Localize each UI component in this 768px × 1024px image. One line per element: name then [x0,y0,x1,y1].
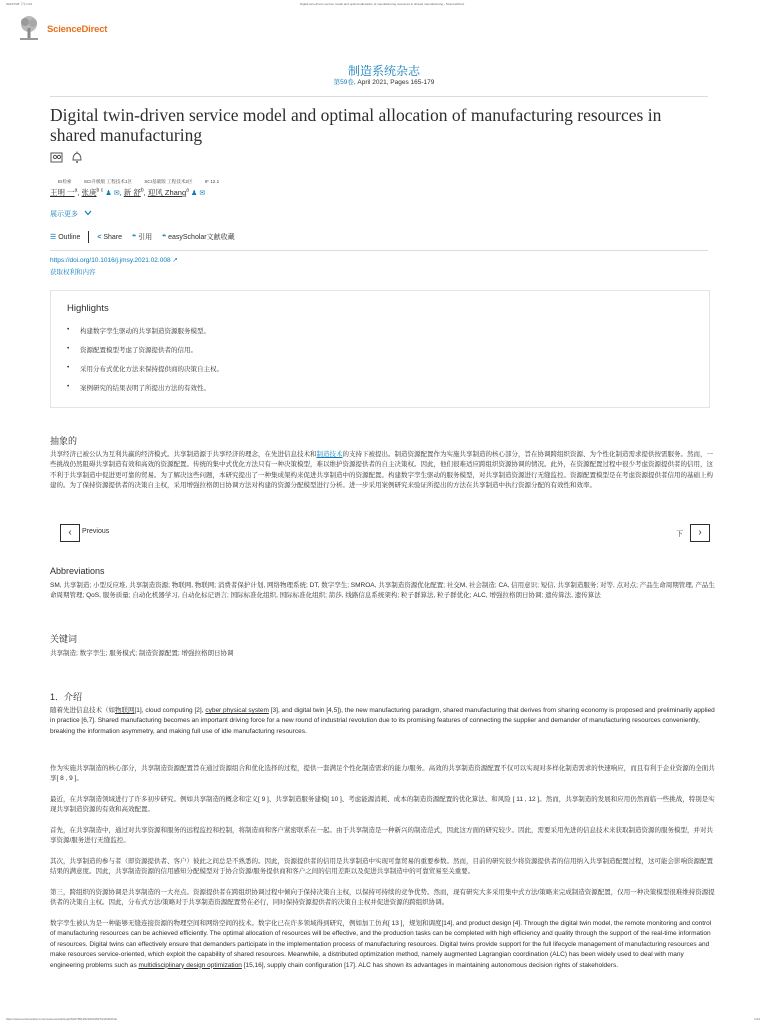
badge-ei: EI检索 [58,179,72,184]
badge-impact-factor: IF 12.1 [204,179,220,184]
journal-volume-link[interactable]: 第59卷 [333,79,354,86]
keywords-text: 共享制造; 数字孪生; 服务模式; 制造资源配置; 增强拉格朗日协调 [50,650,234,657]
intro-paragraph: 其次，共享制造的参与者（即资源提供者、客户）彼此之间总是不熟悉的。因此，资源提供者的信用是共享制造中实现可靠贸易的重要参数。然而，目前的研究很少将资源提供者的信用纳入共享制造配置过程，这可能会影响资源配置结果的满意度。因此，共享制造资源的信用感知分配模型对于协合资源/服务提供商和客户之间的信用差距以及促进共享制造中的可靠贸易至关重要。 [50,858,713,876]
email-icon[interactable]: ✉ [113,190,120,197]
print-url: https://www.sciencedirect.com/science/article/pii/S0278612521000182?via%3Dihub [6,1017,118,1021]
intro-paragraph: 作为实施共享制造的核心部分，共享制造资源配置旨在通过资源组合和优化选择的过程，提供一套满足个性化制造需求的能力/服务。高效的共享制造资源配置不仅可以实现对多样化制造需求的快速响应，而且有利于企业资源的全面共享[ 8 , 9 ]。 [50,765,715,783]
print-footer [0,1014,768,1024]
share-button[interactable]: < Share [97,233,123,241]
bell-alert-icon[interactable] [70,150,84,164]
show-more-link[interactable]: 展示更多 [50,209,92,219]
share-icon: < [97,233,102,241]
topic-link[interactable]: multidisciplinary design optimization [138,961,242,969]
email-icon[interactable]: ✉ [199,190,206,197]
previous-button[interactable]: ‹ [60,524,80,542]
outline-button[interactable]: ☰ Outline [50,234,81,241]
print-page-title: Digital twin-driven service model and optimal allocation of manufacturing resources in shared manufacturing - ScienceDirect [300,2,465,6]
next-label[interactable]: 下 [676,531,683,538]
author-list: 王明 一$^a$, 张庚$^{b c}$ ♟ ✉, 新 舒$^b$, 迎风 Zhang$^a$ ♟ ✉ [50,187,206,197]
person-icon[interactable]: ♟ [105,190,112,197]
intro-paragraph: 第三，跨组织的资源协调是共享制造的一大亮点。资源提供者在跨组织协调过程中倾向于保持决策自主权，以保持可持续的竞争优势。然而，现有研究大多采用集中式方法/策略来完成制造资源配置，仅用一种决策模型很难维持资源提供者的决策自主权。因此，分布式方法/策略对于共享制造资源配置势在必行，同时保持资源提供者的决策自主权并促进资源的跨组织协调。 [50,889,715,907]
chevron-down-icon [84,210,92,216]
highlights-heading: Highlights [67,303,109,314]
intro-paragraph: 首先，在共享制造中，通过对共享资源和服务的远程监控和控制，将制造商和客户紧密联系在一起。由于共享制造是一种新兴的制造范式，因此这方面的研究较少。因此，需要采用先进的信息技术来获取制造资源的服务模型，并对共享资源/服务进行无缝监控。 [50,827,713,845]
print-time: 2023/7/28 下午1:04 [6,2,33,6]
divider [50,96,708,97]
article-icons [50,150,86,166]
badge-sci-basic: SCI基础版 工程技术2区 [144,179,193,184]
divider [50,250,708,251]
highlights-box: Highlights 构建数字孪生驱动的共享制造资源服务模型。 资源配置模型考虑了资源提供者的信用。 采用分布式优化方法来保持提供商的决策自主权。 案例研究的结果表明了所提出方法的有效性。 [50,290,710,408]
article-toolbar [50,231,243,243]
print-header [0,0,768,9]
next-button[interactable]: › [690,524,710,542]
elsevier-tree-icon [16,14,42,42]
easyscholar-button[interactable]: ❝ easyScholar文献收藏 [162,234,235,241]
toolbar-divider [88,231,89,243]
logo-text: ScienceDirect [47,24,108,35]
article-title: Digital twin-driven service model and optimal allocation of manufacturing resources in shared manufacturing [50,105,662,145]
list-icon: ☰ [50,234,57,241]
journal-badges [58,179,230,185]
topic-link[interactable]: 制造技术 [316,451,343,458]
person-icon[interactable]: ♟ [191,190,198,197]
sciencedirect-logo[interactable] [16,14,108,42]
author-link[interactable]: 新 舒 [123,188,141,197]
badge-sci-upgrade: SCI升级版 工程技术1区 [83,179,133,184]
previous-label[interactable]: Previous [82,528,110,535]
abbreviations-text: SM, 共享制造; 小型反应堆, 共享制造资源; 物联网, 物联网; 消费者保护计划, 网络物理系统; DT, 数字孪生; SMROA, 共享制造资源优化配置; 社交M, 社会制造; CA, 信用意识; 短信, 共享制造服务; 对等, 点对点; 产品生命周期管理, 产品生命周期管理; QoS, 服务质量; 自动化机器学习, 自动化标记语言; 国际标准化组织, 国际标准化组织; 箭莎, 线路信息系统架构; 粒子群算法, 粒子群优化; ALC, 增强拉格朗日协调; 遗传算法, 遗传算法 [50,582,715,600]
rights-link[interactable]: 获取权利和内容 [50,269,96,276]
author-link[interactable]: 张庚 [81,188,97,197]
keywords-heading: 关键词 [50,634,78,644]
journal-title[interactable]: 制造系统杂志 [347,64,420,78]
abbreviations-heading: Abbreviations [50,566,105,576]
abstract-heading: 抽象的 [50,436,78,446]
cite-button[interactable]: ❝ 引用 [132,234,153,241]
topic-link[interactable]: cyber physical system [205,707,269,714]
external-link-icon: ↗ [172,257,178,264]
doi-link[interactable]: https://doi.org/10.1016/j.jmsy.2021.02.008 ↗ [50,257,178,264]
author-link[interactable]: 王明 一 [50,188,75,197]
intro-paragraph: 随着先进信息技术（如物联网[1], cloud computing [2], cyber physical system [3], and digital twin [4,5]), the new manufacturing paradigm, shared manufacturing that derives from sharing economy is proposed and preliminarily applied in practice [6,7]. Shared manufacturing becomes an important driving force for a new round of industrial revolution due to its promising features of connecting the supplier and demander of manufacturing resources conveniently, breaking the information asymmetry, and making full use of idle manufacturing resources. [50,707,715,735]
abstract-text: 共享经济已被公认为互利共赢的经济模式。共享制造源于共享经济的理念，在先进信息技术和制造技术的支持下被提出。制造资源配置作为实施共享制造的核心部分，旨在协调跨组织资源、为个性化制造需求提供按需服务。然而，一些挑战仍然阻碍共享制造有效和高效的资源配置。传统的集中式优化方法只有一种决策模型，难以维护资源提供者的自主决策权。因此，他们很难适应跨组织资源协调的情况。此外，在资源配置过程中很少考虑资源提供者的信用，这不利于共享制造中促进更可靠的贸易。为了解决这些问题，本研究提出了一种集成架构来促进共享制造中的资源配置。构建数字孪生驱动的服务模型，对共享制造资源进行无缝监控。资源配置模型是在考虑资源提供者信用的基础上构建的。为了保持资源提供者的决策自主权，采用增强拉格朗日协调方法对构建的资源分配模型进行分析。进一步采用案例研究来验证所提出的方法在共享制造中执行资源分配的有效性和效率。 [50,451,713,490]
quote-icon: ❝ [162,234,167,241]
journal-issue [0,77,768,86]
print-page-number: 1/14 [754,1017,760,1021]
intro-paragraph: 数字孪生被认为是一种能够无缝连接资源的物理空间和网络空间的技术。数字化已在许多领域得到研究，例如加工仿真[ 13 ]，规划和调度[14], and product design [4]. Through the digital twin model, the remote monitoring and control of manufacturing resources can be achieved efficiently. The optimal allocation of resources will be effective, and the production tasks can be completed with high efficiency and quality through the support of the real-time information of resources. Digital twins can effectively ensure that demanders participate in the implementation process of manufacturing resources. Digital twins provide support for the full lifecycle management of manufacturing resources and make resources service-oriented, which exploit the capability of shared resources. Meanwhile, a distributed optimization method, namely augmented Lagrangian coordination (ALC) has been widely used to deal with many engineering problems such as multidisciplinary design optimization [15,16], supply chain configuration [17]. ALC has shown its advantages in maintaining autonomous decision rights of stakeholders. [50,920,712,969]
topic-link[interactable]: 物联网 [115,707,135,714]
intro-paragraph: 最近，在共享制造领域进行了许多初步研究。例如共享制造的概念和定义[ 9 ]、共享制造服务建模[ 10 ]、考虑能源消耗、成本的制造资源配置的优化算法、和风险 [ 11 , 12 ]。然而，共享制造的发展和应用仍然面临一些挑战，特别是实现共享制造资源的有效和高效配置。 [50,796,715,814]
intro-heading: 1．介绍 [50,692,83,702]
journal-issue-rest: , April 2021, Pages 165-179 [353,79,435,86]
quote-icon: ❝ [132,234,137,241]
view-pdf-icon[interactable] [50,150,64,164]
author-link[interactable]: 迎风 Zhang [147,188,187,197]
